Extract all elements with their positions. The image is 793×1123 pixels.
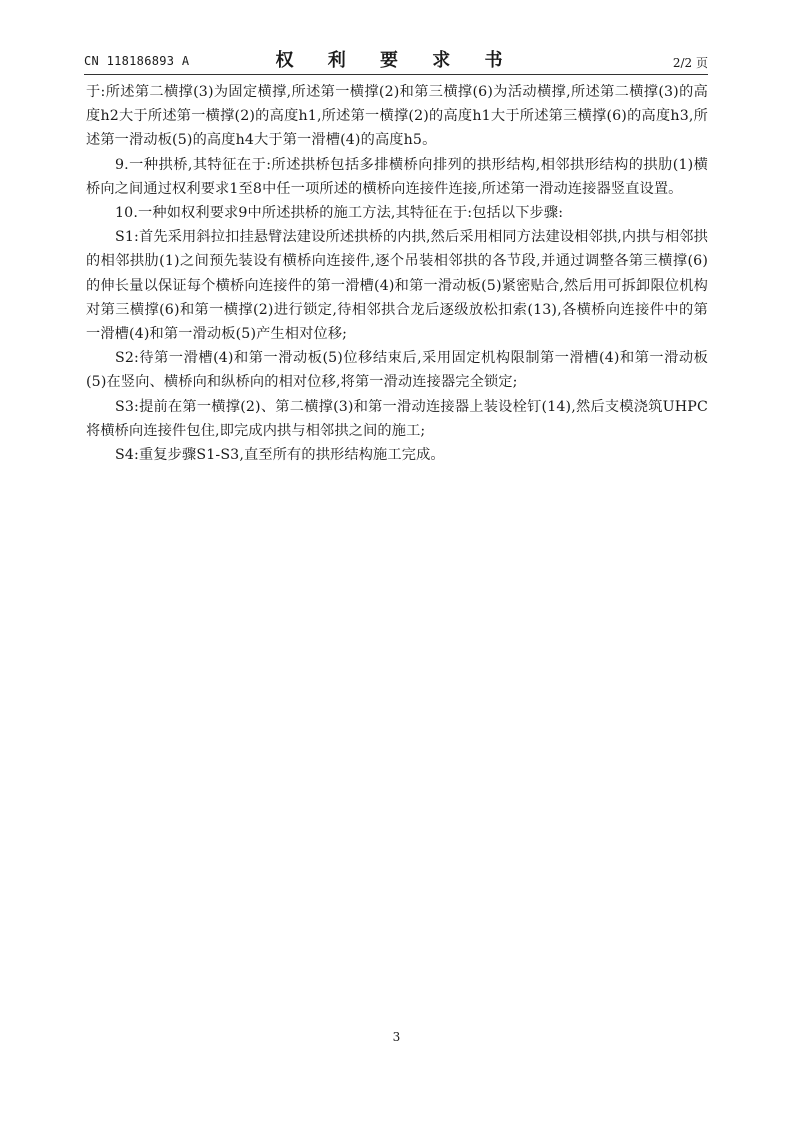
- publication-number: CN 118186893 A: [84, 54, 190, 68]
- page-reference: 2/2 页: [672, 56, 708, 70]
- page-number: 3: [392, 1030, 401, 1044]
- claim-10: 10.一种如权利要求9中所述拱桥的施工方法,其特征在于:包括以下步骤:: [115, 205, 564, 222]
- claim-8-continuation: 于:所述第二横撑(3)为固定横撑,所述第一横撑(2)和第三横撑(6)为活动横撑,所述第二横撑(3)的高度h2大于所述第一横撑(2)的高度h1,所述第一横撑(2)的高度h1大于所述第三横撑(6)的高度h3,所述第一滑动板(5)的高度h4大于第一滑槽(4)的高度h5。: [86, 84, 708, 149]
- document-title: 权 利 要 求 书: [275, 50, 517, 71]
- step-s2: S2:待第一滑槽(4)和第一滑动板(5)位移结束后,采用固定机构限制第一滑槽(4)和第一滑动板(5)在竖向、横桥向和纵桥向的相对位移,将第一滑动连接器完全锁定;: [86, 350, 708, 391]
- header-rule: [84, 74, 708, 75]
- step-s4: S4:重复步骤S1-S3,直至所有的拱形结构施工完成。: [115, 447, 445, 464]
- page-header: [84, 46, 708, 74]
- step-s1: S1:首先采用斜拉扣挂悬臂法建设所述拱桥的内拱,然后采用相同方法建设相邻拱,内拱与相邻拱的相邻拱肋(1)之间预先装设有横桥向连接件,逐个吊装相邻拱的各节段,并通过调整各第三横撑(6)的伸长量以保证每个横桥向连接件的第一滑槽(4)和第一滑动板(5)紧密贴合,然后用可拆卸限位机构对第三横撑(6)和第一横撑(2)进行锁定,待相邻拱合龙后逐级放松扣索(13),各横桥向连接件中的第一滑槽(4)和第一滑动板(5)产生相对位移;: [86, 229, 708, 343]
- claim-9: 9.一种拱桥,其特征在于:所述拱桥包括多排横桥向排列的拱形结构,相邻拱形结构的拱肋(1)横桥向之间通过权利要求1至8中任一项所述的横桥向连接件连接,所述第一滑动连接器竖直设置。: [86, 156, 708, 197]
- claims-body: [86, 80, 708, 467]
- step-s3: S3:提前在第一横撑(2)、第二横撑(3)和第一滑动连接器上装设栓钉(14),然后支模浇筑UHPC将横桥向连接件包住,即完成内拱与相邻拱之间的施工;: [86, 398, 708, 439]
